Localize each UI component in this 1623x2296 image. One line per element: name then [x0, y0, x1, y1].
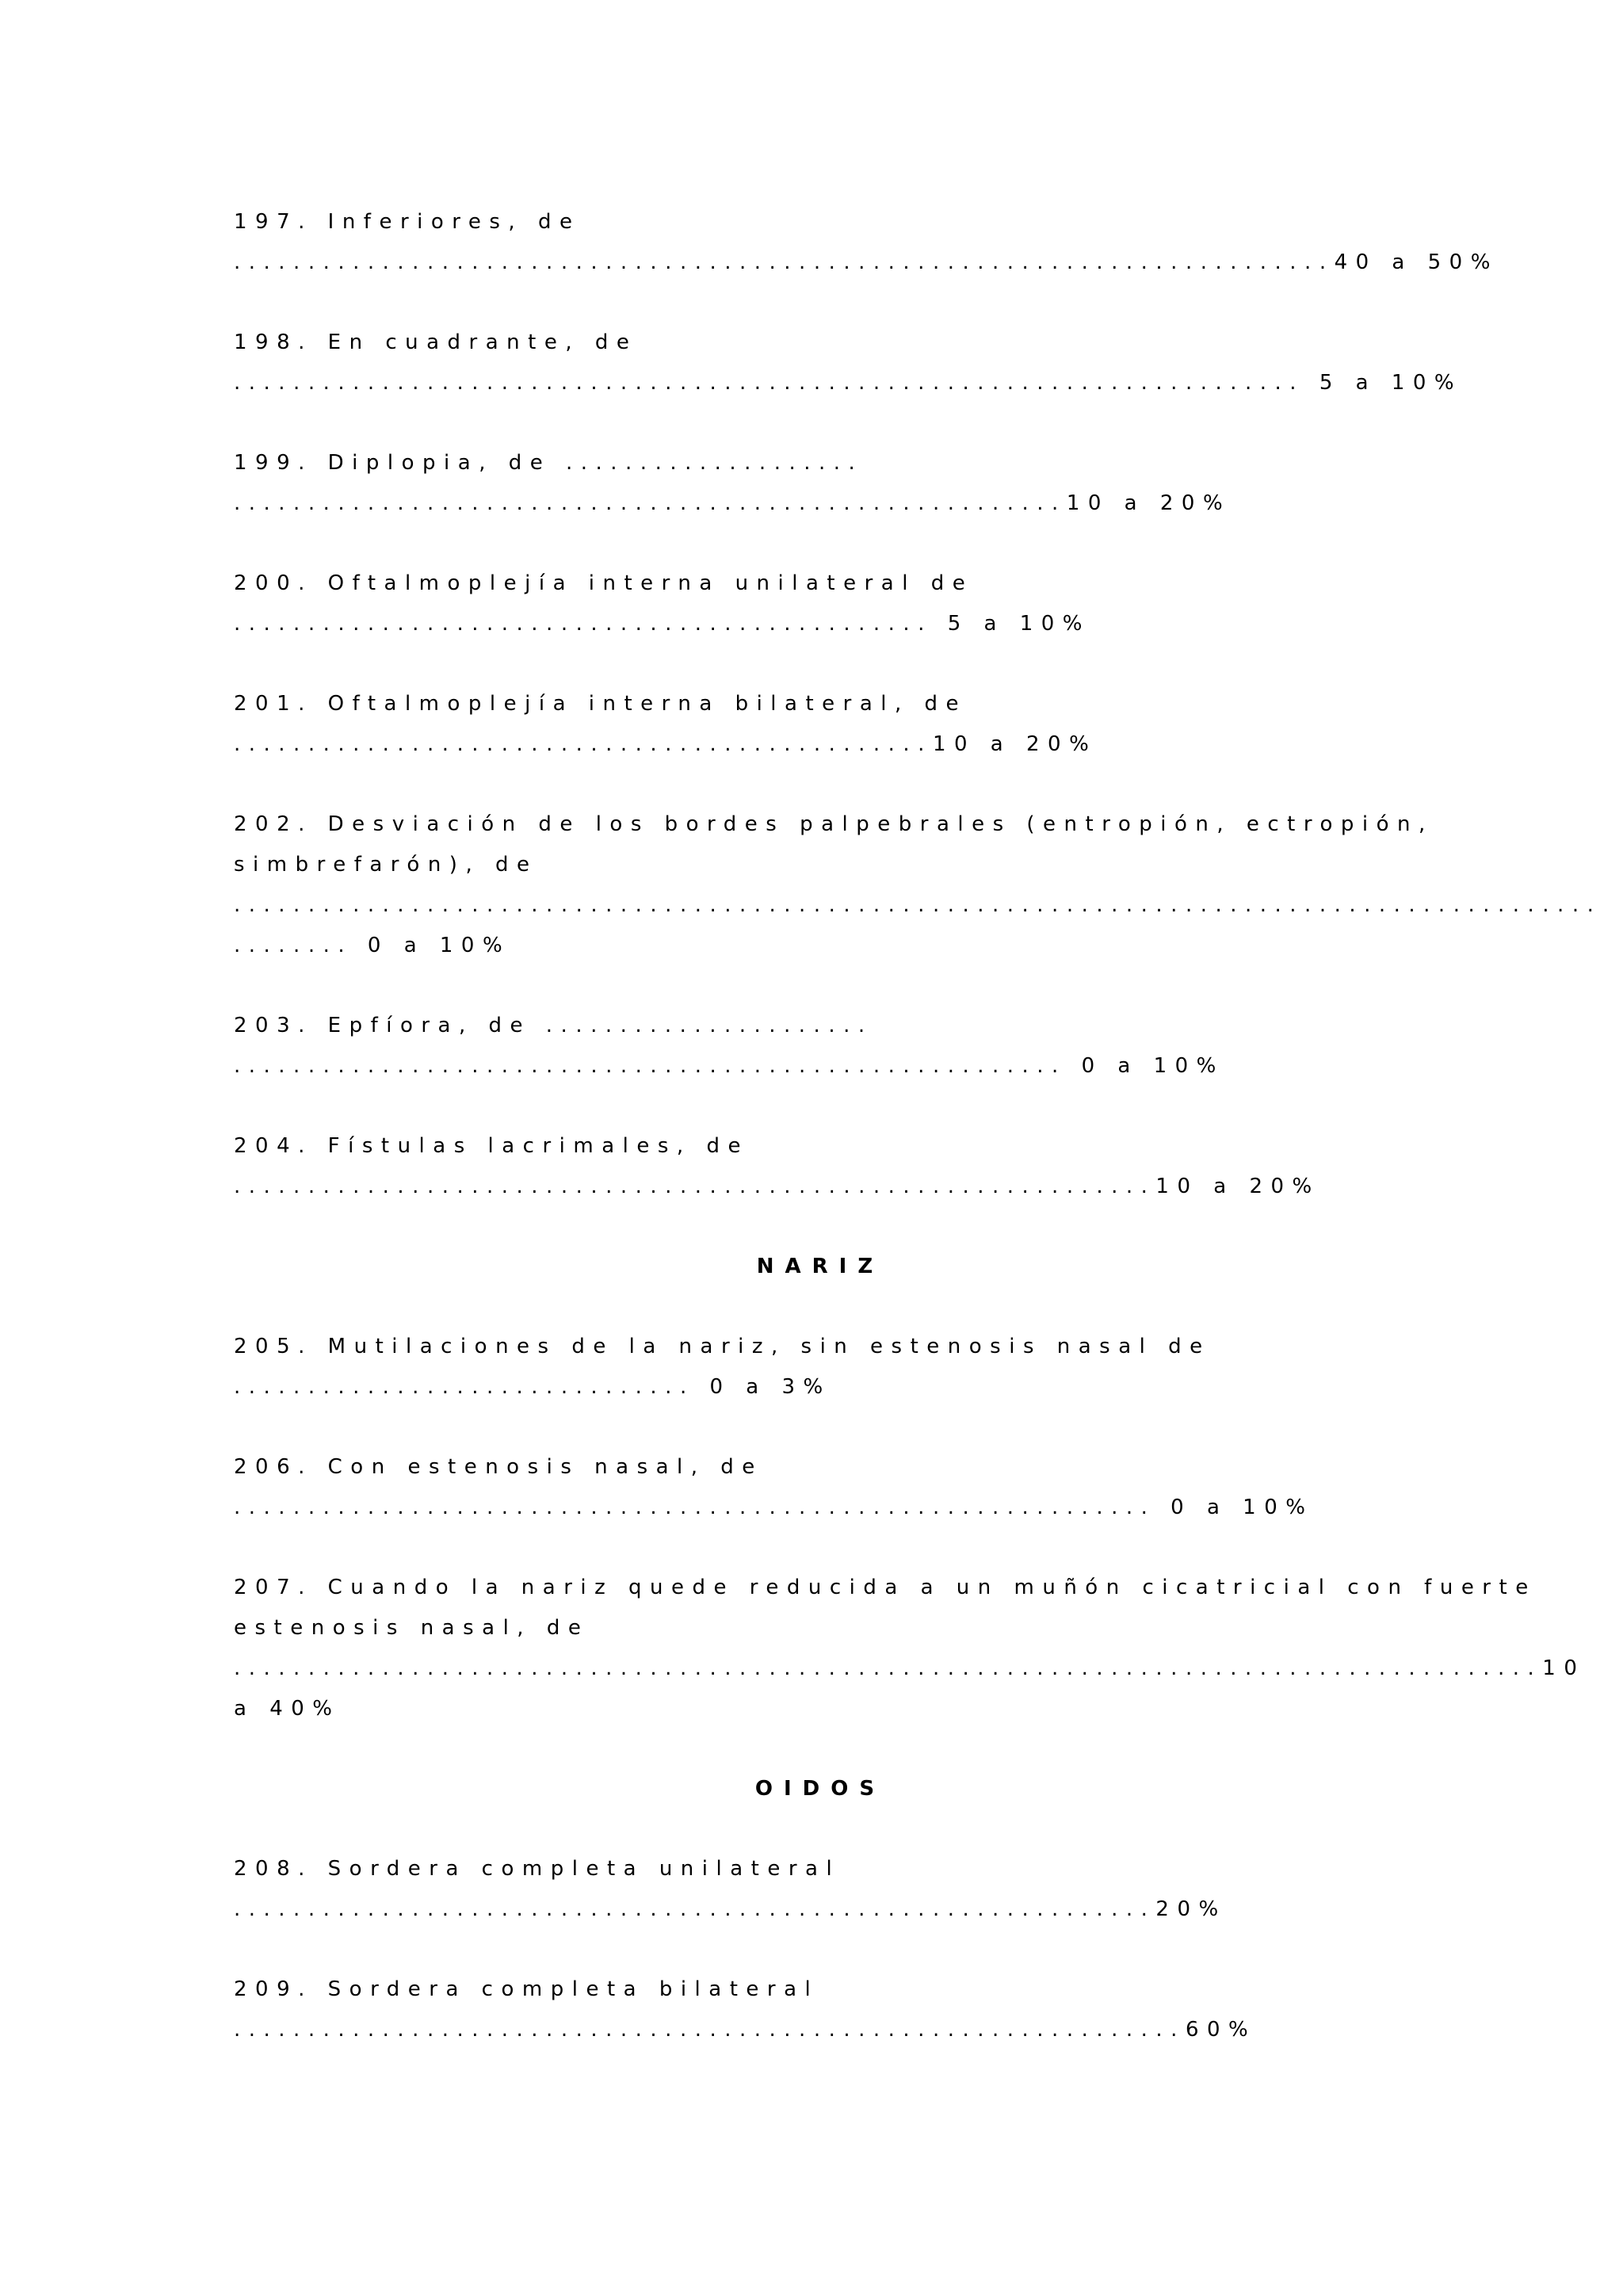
entry-text-line: ........................................................ 0 a 10% [234, 1054, 1224, 1078]
entry-title: 206. Con estenosis nasal, de [234, 1455, 763, 1479]
entry-text-line: ..........................................................................40 a 50% [234, 250, 1499, 274]
table-entry [234, 1969, 1407, 2050]
table-entry [234, 1327, 1407, 1408]
table-entry [234, 1849, 1407, 1930]
table-entry [234, 684, 1407, 765]
entry-text-line: estenosis nasal, de [234, 1616, 590, 1640]
entry-title: 201. Oftalmoplejía interna bilateral, de [234, 692, 968, 716]
entry-title: 207. Cuando la nariz quede reducida a un muñón cicatricial con fuerte [234, 1576, 1537, 1599]
entry-text-line: ............................... 0 a 3% [234, 1375, 831, 1399]
entry-title: 209. Sordera completa bilateral [234, 1977, 819, 2001]
entry-text-line: ............................................... 5 a 10% [234, 612, 1090, 636]
table-entry [234, 443, 1407, 524]
entry-text-line: ............................................................................................ [234, 893, 1602, 917]
entry-text-line: ..............................................................20% [234, 1897, 1227, 1921]
entry-title: 205. Mutilaciones de la nariz, sin estenosis nasal de [234, 1335, 1211, 1358]
section-heading: OIDOS [754, 1777, 886, 1801]
table-entry [234, 1126, 1407, 1207]
entry-text-line: .............................................................. 0 a 10% [234, 1496, 1314, 1519]
entry-text-line: ...............................................10 a 20% [234, 732, 1098, 756]
entry-text-line: a 40% [234, 1697, 341, 1721]
entry-title: 204. Fístulas lacrimales, de [234, 1134, 749, 1158]
entry-title: 199. Diplopia, de .................... [234, 451, 864, 475]
entry-title: 200. Oftalmoplejía interna unilateral de [234, 571, 974, 595]
entry-text-line: ........................................................................................10 [234, 1656, 1586, 1680]
table-entry [234, 323, 1463, 403]
entry-title: 203. Epfíora, de ...................... [234, 1014, 873, 1037]
document-body [234, 202, 1602, 2090]
entry-title: 202. Desviación de los bordes palpebrales (entropión, ectropión, [234, 812, 1434, 836]
section-heading: NARIZ [756, 1255, 884, 1278]
table-entry [234, 563, 1407, 644]
table-entry [234, 1568, 1586, 1729]
entry-title: 208. Sordera completa unilateral [234, 1857, 841, 1881]
table-entry [234, 1447, 1407, 1528]
entry-text-line: ........................................................10 a 20% [234, 491, 1232, 515]
table-entry [234, 202, 1499, 283]
entry-title: 197. Inferiores, de [234, 210, 581, 234]
entry-text-line: ........ 0 a 10% [234, 934, 511, 957]
entry-text-line: ..............................................................10 a 20% [234, 1175, 1320, 1198]
entry-text-line: ................................................................60% [234, 2018, 1257, 2042]
table-entry [234, 804, 1602, 966]
entry-text-line: ........................................................................ 5 a 10% [234, 371, 1463, 395]
entry-text-line: simbrefarón), de [234, 853, 538, 877]
table-entry [234, 1006, 1407, 1087]
entry-title: 198. En cuadrante, de [234, 330, 638, 354]
